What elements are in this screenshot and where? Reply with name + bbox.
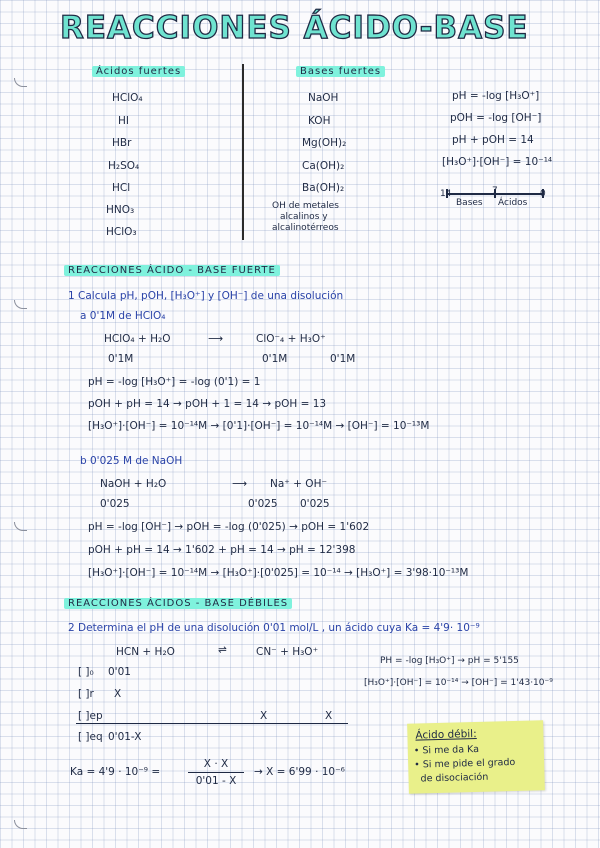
bases-header: Bases fuertes (296, 66, 385, 77)
scale-label-acids: Ácidos (498, 198, 528, 208)
acid-item: HNO₃ (106, 204, 135, 216)
reaction-a-arrow: ⟶ (208, 333, 224, 345)
reaction-b-conc: 0'025 (100, 498, 130, 510)
note-title: Ácido débil: (415, 727, 477, 742)
ice-row-value: 0'01 (108, 666, 131, 678)
bases-note-line: OH de metales (272, 201, 339, 211)
scale-label-7: 7 (492, 186, 498, 196)
ka-denominator: 0'01 - X (195, 775, 237, 787)
formula-ph: pH = -log [H₃O⁺] (452, 90, 540, 102)
ice-table-rule (76, 723, 348, 724)
formula-poh: pOH = -log [OH⁻] (450, 112, 542, 124)
section-header-weak: REACCIONES ÁCIDOS - BASE DÉBILES (64, 598, 292, 609)
scale-label-14: 14 (440, 189, 452, 199)
ka-result: → X = 6'99 · 10⁻⁶ (254, 766, 345, 778)
base-item: Ba(OH)₂ (302, 182, 345, 194)
ice-row-label: [ ]eq (78, 731, 103, 743)
ice-row-label: [ ]r (78, 688, 94, 700)
weak-oh-line: [H₃O⁺]·[OH⁻] = 10⁻¹⁴ → [OH⁻] = 1'43·10⁻⁹ (364, 678, 553, 688)
ice-row-value: X (325, 710, 333, 722)
acid-item: H₂SO₄ (108, 160, 140, 172)
base-item: KOH (308, 115, 331, 127)
reaction-b-reactants: NaOH + H₂O (100, 478, 167, 490)
problem-2-statement: 2 Determina el pH de una disolución 0'01 mol/L , un ácido cuya Ka = 4'9· 10⁻⁹ (68, 622, 480, 634)
calc-line: pOH + pH = 14 → pOH + 1 = 14 → pOH = 13 (88, 398, 327, 410)
bases-note-line: alcalinos y (280, 212, 328, 222)
punch-hole-mark (14, 78, 27, 87)
reaction-a-conc: 0'1M (262, 353, 288, 365)
acid-item: HClO₄ (112, 92, 143, 104)
reaction-b-arrow: ⟶ (232, 478, 248, 490)
bases-note-line: alcalinotérreos (272, 223, 339, 233)
reaction-a-conc: 0'1M (108, 353, 134, 365)
formula-sum: pH + pOH = 14 (452, 134, 534, 146)
formula-kw: [H₃O⁺]·[OH⁻] = 10⁻¹⁴ (442, 156, 553, 168)
punch-hole-mark (14, 522, 27, 531)
column-divider (242, 64, 244, 240)
reaction-b-conc: 0'025 (248, 498, 278, 510)
base-item: Mg(OH)₂ (302, 137, 347, 149)
calc-line: [H₃O⁺]·[OH⁻] = 10⁻¹⁴M → [H₃O⁺]·[0'025] = 10⁻¹⁴ → [H₃O⁺] = 3'98·10⁻¹³M (88, 567, 469, 579)
calc-line: pH = -log [H₃O⁺] = -log (0'1) = 1 (88, 376, 261, 388)
reaction-2-arrow: ⇌ (218, 644, 227, 656)
punch-hole-mark (14, 820, 27, 829)
base-item: NaOH (308, 92, 339, 104)
note-line: • Si me pide el grado (414, 756, 516, 771)
ice-row-value: X (260, 710, 268, 722)
scale-label-bases: Bases (456, 198, 483, 208)
note-line: de disociación (414, 771, 489, 785)
note-line: • Si me da Ka (413, 743, 480, 757)
problem-1-part-b: b 0'025 M de NaOH (80, 455, 183, 467)
ice-row-label: [ ]₀ (78, 666, 94, 678)
acid-item: HClO₃ (106, 226, 137, 238)
calc-line: [H₃O⁺]·[OH⁻] = 10⁻¹⁴M → [0'1]·[OH⁻] = 10⁻¹⁴M → [OH⁻] = 10⁻¹³M (88, 420, 430, 432)
reaction-a-conc: 0'1M (330, 353, 356, 365)
problem-1-statement: 1 Calcula pH, pOH, [H₃O⁺] y [OH⁻] de una disolución (68, 290, 344, 302)
weak-ph-line: PH = -log [H₃O⁺] → pH = 5'155 (380, 656, 519, 666)
calc-line: pOH + pH = 14 → 1'602 + pH = 14 → pH = 12'398 (88, 544, 356, 556)
reaction-2-reactants: HCN + H₂O (116, 646, 175, 658)
sticky-note (407, 720, 545, 794)
acid-item: HCl (112, 182, 131, 194)
ice-row-value: 0'01-X (108, 731, 142, 743)
reaction-a-products: ClO⁻₄ + H₃O⁺ (256, 333, 326, 345)
ka-numerator: X · X (203, 758, 229, 770)
reaction-2-products: CN⁻ + H₃O⁺ (256, 646, 319, 658)
reaction-b-products: Na⁺ + OH⁻ (270, 478, 328, 490)
ice-row-label: [ ]ep (78, 710, 103, 722)
scale-label-0: 0 (540, 189, 546, 199)
section-header-strong: REACCIONES ÁCIDO - BASE FUERTE (64, 265, 280, 276)
ka-expression-left: Ka = 4'9 · 10⁻⁹ = (70, 766, 161, 778)
ice-row-value: X (114, 688, 122, 700)
page-title: REACCIONES ÁCIDO-BASE (60, 10, 529, 46)
fraction-bar (188, 772, 244, 773)
reaction-a-reactants: HClO₄ + H₂O (104, 333, 171, 345)
problem-1-part-a: a 0'1M de HClO₄ (80, 310, 166, 322)
acid-item: HI (118, 115, 129, 127)
punch-hole-mark (14, 300, 27, 309)
reaction-b-conc: 0'025 (300, 498, 330, 510)
acid-item: HBr (112, 137, 132, 149)
acids-header: Ácidos fuertes (92, 66, 185, 77)
calc-line: pH = -log [OH⁻] → pOH = -log (0'025) → pOH = 1'602 (88, 521, 370, 533)
base-item: Ca(OH)₂ (302, 160, 345, 172)
